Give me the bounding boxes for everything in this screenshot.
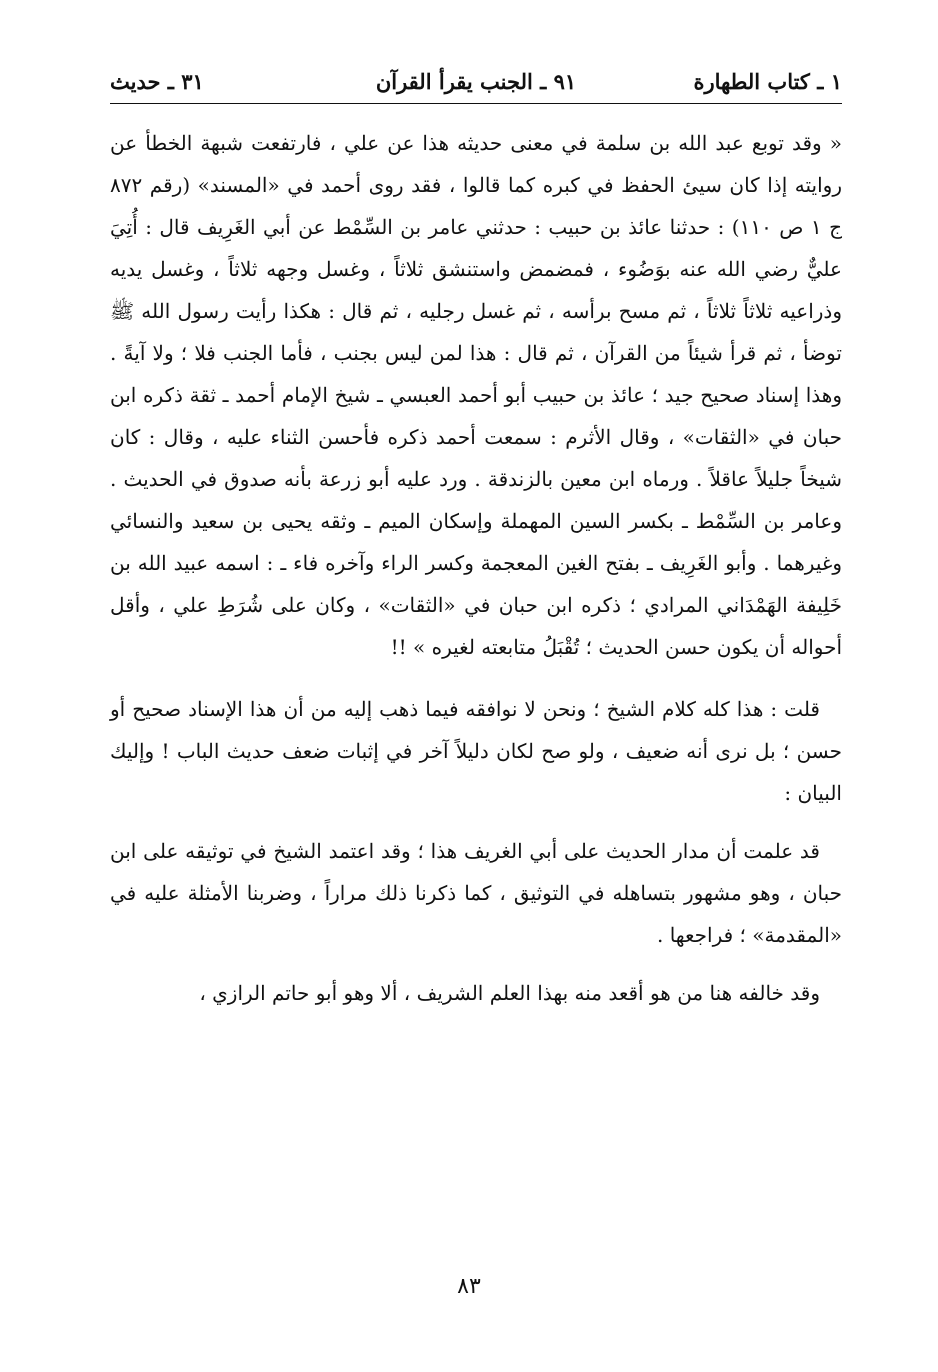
body-paragraph: قلت : هذا كله كلام الشيخ ؛ ونحن لا نوافقه فيما ذهب إليه من أن هذا الإسناد صحيح أو حسن ؛ بل نرى أنه ضعيف ، ولو صح لكان دليلاً آخر في إثبات ضعف حديث الباب ! وإليك البيان : <box>110 697 842 805</box>
header-chapter-title: ٩١ ـ الجنب يقرأ القرآن <box>375 69 577 94</box>
header-hadith-number: ٣١ ـ حديث <box>110 69 204 94</box>
body-paragraph: قد علمت أن مدار الحديث على أبي الغريف هذا ؛ وقد اعتمد الشيخ في توثيقه على ابن حبان ، وهو مشهور بتساهله في التوثيق ، كما ذكرنا ذلك مراراً ، وضربنا الأمثلة عليه في «المقدمة» ؛ فراجعها . <box>110 839 842 947</box>
page-number: ٨٣ <box>457 1274 481 1299</box>
header-rule <box>110 103 842 104</box>
body-paragraph: وقد خالفه هنا من هو أقعد منه بهذا العلم الشريف ، ألا وهو أبو حاتم الرازي ، <box>199 981 820 1005</box>
running-header <box>110 62 842 102</box>
page-body <box>110 122 842 1014</box>
quoted-paragraph: « وقد توبع عبد الله بن سلمة في معنى حديثه هذا عن علي ، فارتفعت شبهة الخطأ عن روايته إذا كان سيئ الحفظ في كبره كما قالوا ، فقد روى أحمد في «المسند» (رقم ٨٧٢ ج ١ ص ١١٠) : حدثنا عائذ بن حبيب : حدثني عامر بن السِّمْط عن أبي الغَرِيف قال : أُتِيَ عليٌّ رضي الله عنه بوَضُوء ، فمضمض واستنشق ثلاثاً ، وغسل وجهه ثلاثاً ، وغسل يديه وذراعيه ثلاثاً ثلاثاً ، ثم مسح برأسه ، ثم غسل رجليه ، ثم قال : هكذا رأيت رسول الله ﷺ توضأ ، ثم قرأ شيئاً من القرآن ، ثم قال : هذا لمن ليس بجنب ، فأما الجنب فلا ؛ ولا آيةً . وهذا إسناد صحيح جيد ؛ عائذ بن حبيب أبو أحمد العبسي ـ شيخ الإمام أحمد ـ ثقة ذكره ابن حبان في «الثقات» ، وقال الأثرم : سمعت أحمد ذكره فأحسن الثناء عليه ، وقال : كان شيخاً جليلاً عاقلاً . ورماه ابن معين بالزندقة . ورد عليه أبو زرعة بأنه صدوق في الحديث . وعامر بن السِّمْط ـ بكسر السين المهملة وإسكان الميم ـ وثقه يحيى بن سعيد والنسائي وغيرهما . وأبو الغَرِيف ـ بفتح الغين المعجمة وكسر الراء وآخره فاء ـ : اسمه عبيد الله بن خَلِيفة الهَمْدَاني المرادي ؛ ذكره ابن حبان في «الثقات» ، وكان على شُرَطِ علي ، وأقل أحواله أن يكون حسن الحديث ؛ تُقْبَلُ متابعته لغيره » !! <box>110 131 843 659</box>
header-book-title: ١ ـ كتاب الطهارة <box>693 69 842 94</box>
